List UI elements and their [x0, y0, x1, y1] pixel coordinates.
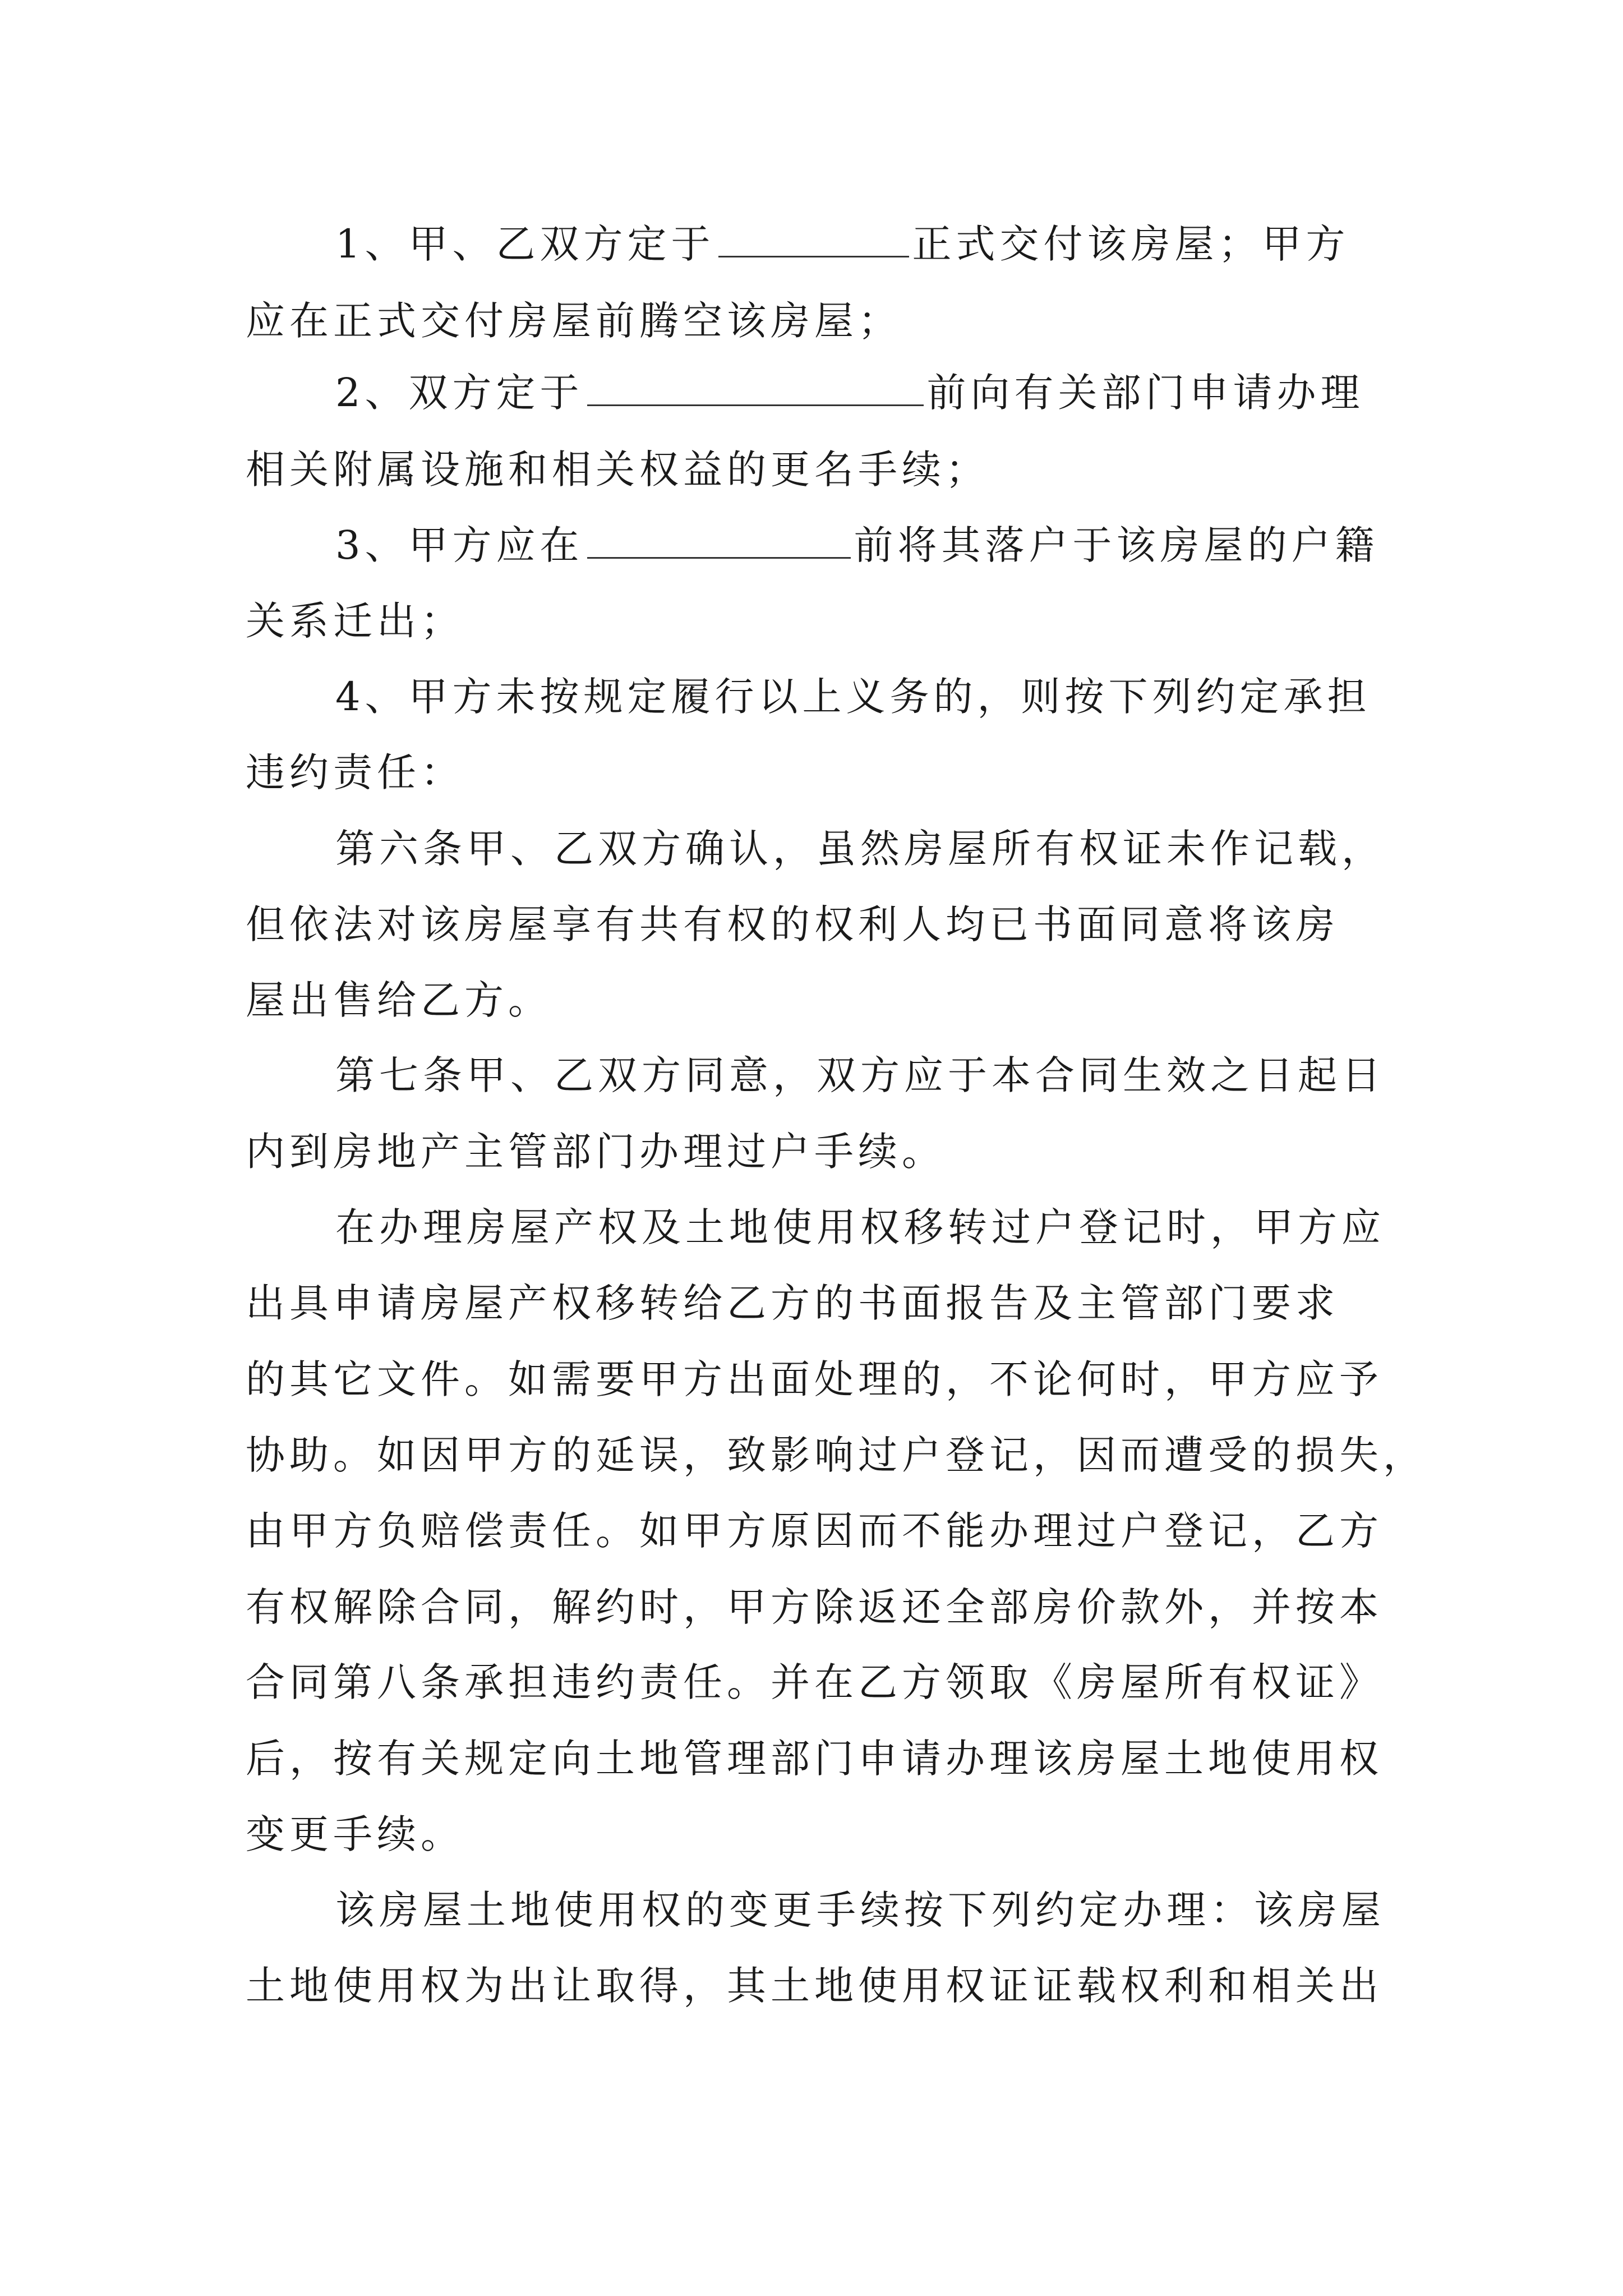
article-7-line-1: 第七条甲、乙双方同意，双方应于本合同生效之日起日 [335, 1052, 1385, 1098]
clause-2-text-before-blank: 2、双方定于 [335, 370, 584, 416]
article-6-line-3: 屋出售给乙方。 [246, 977, 552, 1023]
clause-2-line-2: 相关附属设施和相关权益的更名手续； [246, 447, 989, 493]
article-7-line-2: 内到房地产主管部门办理过户手续。 [246, 1129, 946, 1175]
clause-3-text-after-blank: 前将其落户于该房屋的户籍 [854, 522, 1379, 568]
land-paragraph-line-2: 土地使用权为出让取得，其土地使用权证证载权利和相关出 [246, 1963, 1383, 2009]
clause-1-date-blank[interactable] [718, 222, 909, 257]
clause-1-text-before-blank: 1、甲、乙双方定于 [335, 221, 715, 267]
transfer-paragraph-line-2: 出具申请房屋产权移转给乙方的书面报告及主管部门要求 [246, 1280, 1339, 1326]
article-6-line-1: 第六条甲、乙双方确认，虽然房屋所有权证未作记载， [335, 826, 1385, 872]
transfer-paragraph-line-1: 在办理房屋产权及土地使用权移转过户登记时，甲方应 [335, 1204, 1385, 1250]
transfer-paragraph-line-6: 有权解除合同，解约时，甲方除返还全部房价款外，并按本 [246, 1584, 1383, 1630]
article-6-line-2: 但依法对该房屋享有共有权的权利人均已书面同意将该房 [246, 901, 1339, 947]
transfer-paragraph-line-9: 变更手续。 [246, 1811, 464, 1857]
clause-2-line-1 [335, 362, 1364, 424]
clause-2-text-after-blank: 前向有关部门申请办理 [926, 370, 1364, 416]
clause-1-line-1 [335, 213, 1350, 275]
transfer-paragraph-line-8: 后，按有关规定向土地管理部门申请办理该房屋土地使用权 [246, 1736, 1383, 1782]
clause-1-text-after-blank: 正式交付该房屋；甲方 [912, 221, 1350, 267]
clause-4-line-2: 违约责任： [246, 749, 464, 795]
land-paragraph-line-1: 该房屋土地使用权的变更手续按下列约定办理：该房屋 [335, 1887, 1385, 1933]
clause-3-text-before-blank: 3、甲方应在 [335, 522, 584, 568]
clause-4-line-1: 4、甲方未按规定履行以上义务的，则按下列约定承担 [335, 674, 1371, 720]
transfer-paragraph-line-5: 由甲方负赔偿责任。如甲方原因而不能办理过户登记，乙方 [246, 1508, 1383, 1554]
transfer-paragraph-line-3: 的其它文件。如需要甲方出面处理的，不论何时，甲方应予 [246, 1356, 1383, 1402]
clause-3-date-blank[interactable] [587, 523, 851, 559]
transfer-paragraph-line-4: 协助。如因甲方的延误，致影响过户登记，因而遭受的损失， [246, 1432, 1427, 1478]
clause-2-date-blank[interactable] [587, 371, 924, 406]
clause-1-line-2: 应在正式交付房屋前腾空该房屋； [246, 298, 902, 344]
transfer-paragraph-line-7: 合同第八条承担违约责任。并在乙方领取《房屋所有权证》 [246, 1659, 1383, 1705]
clause-3-line-1 [335, 514, 1379, 576]
clause-3-line-2: 关系迁出； [246, 598, 464, 644]
